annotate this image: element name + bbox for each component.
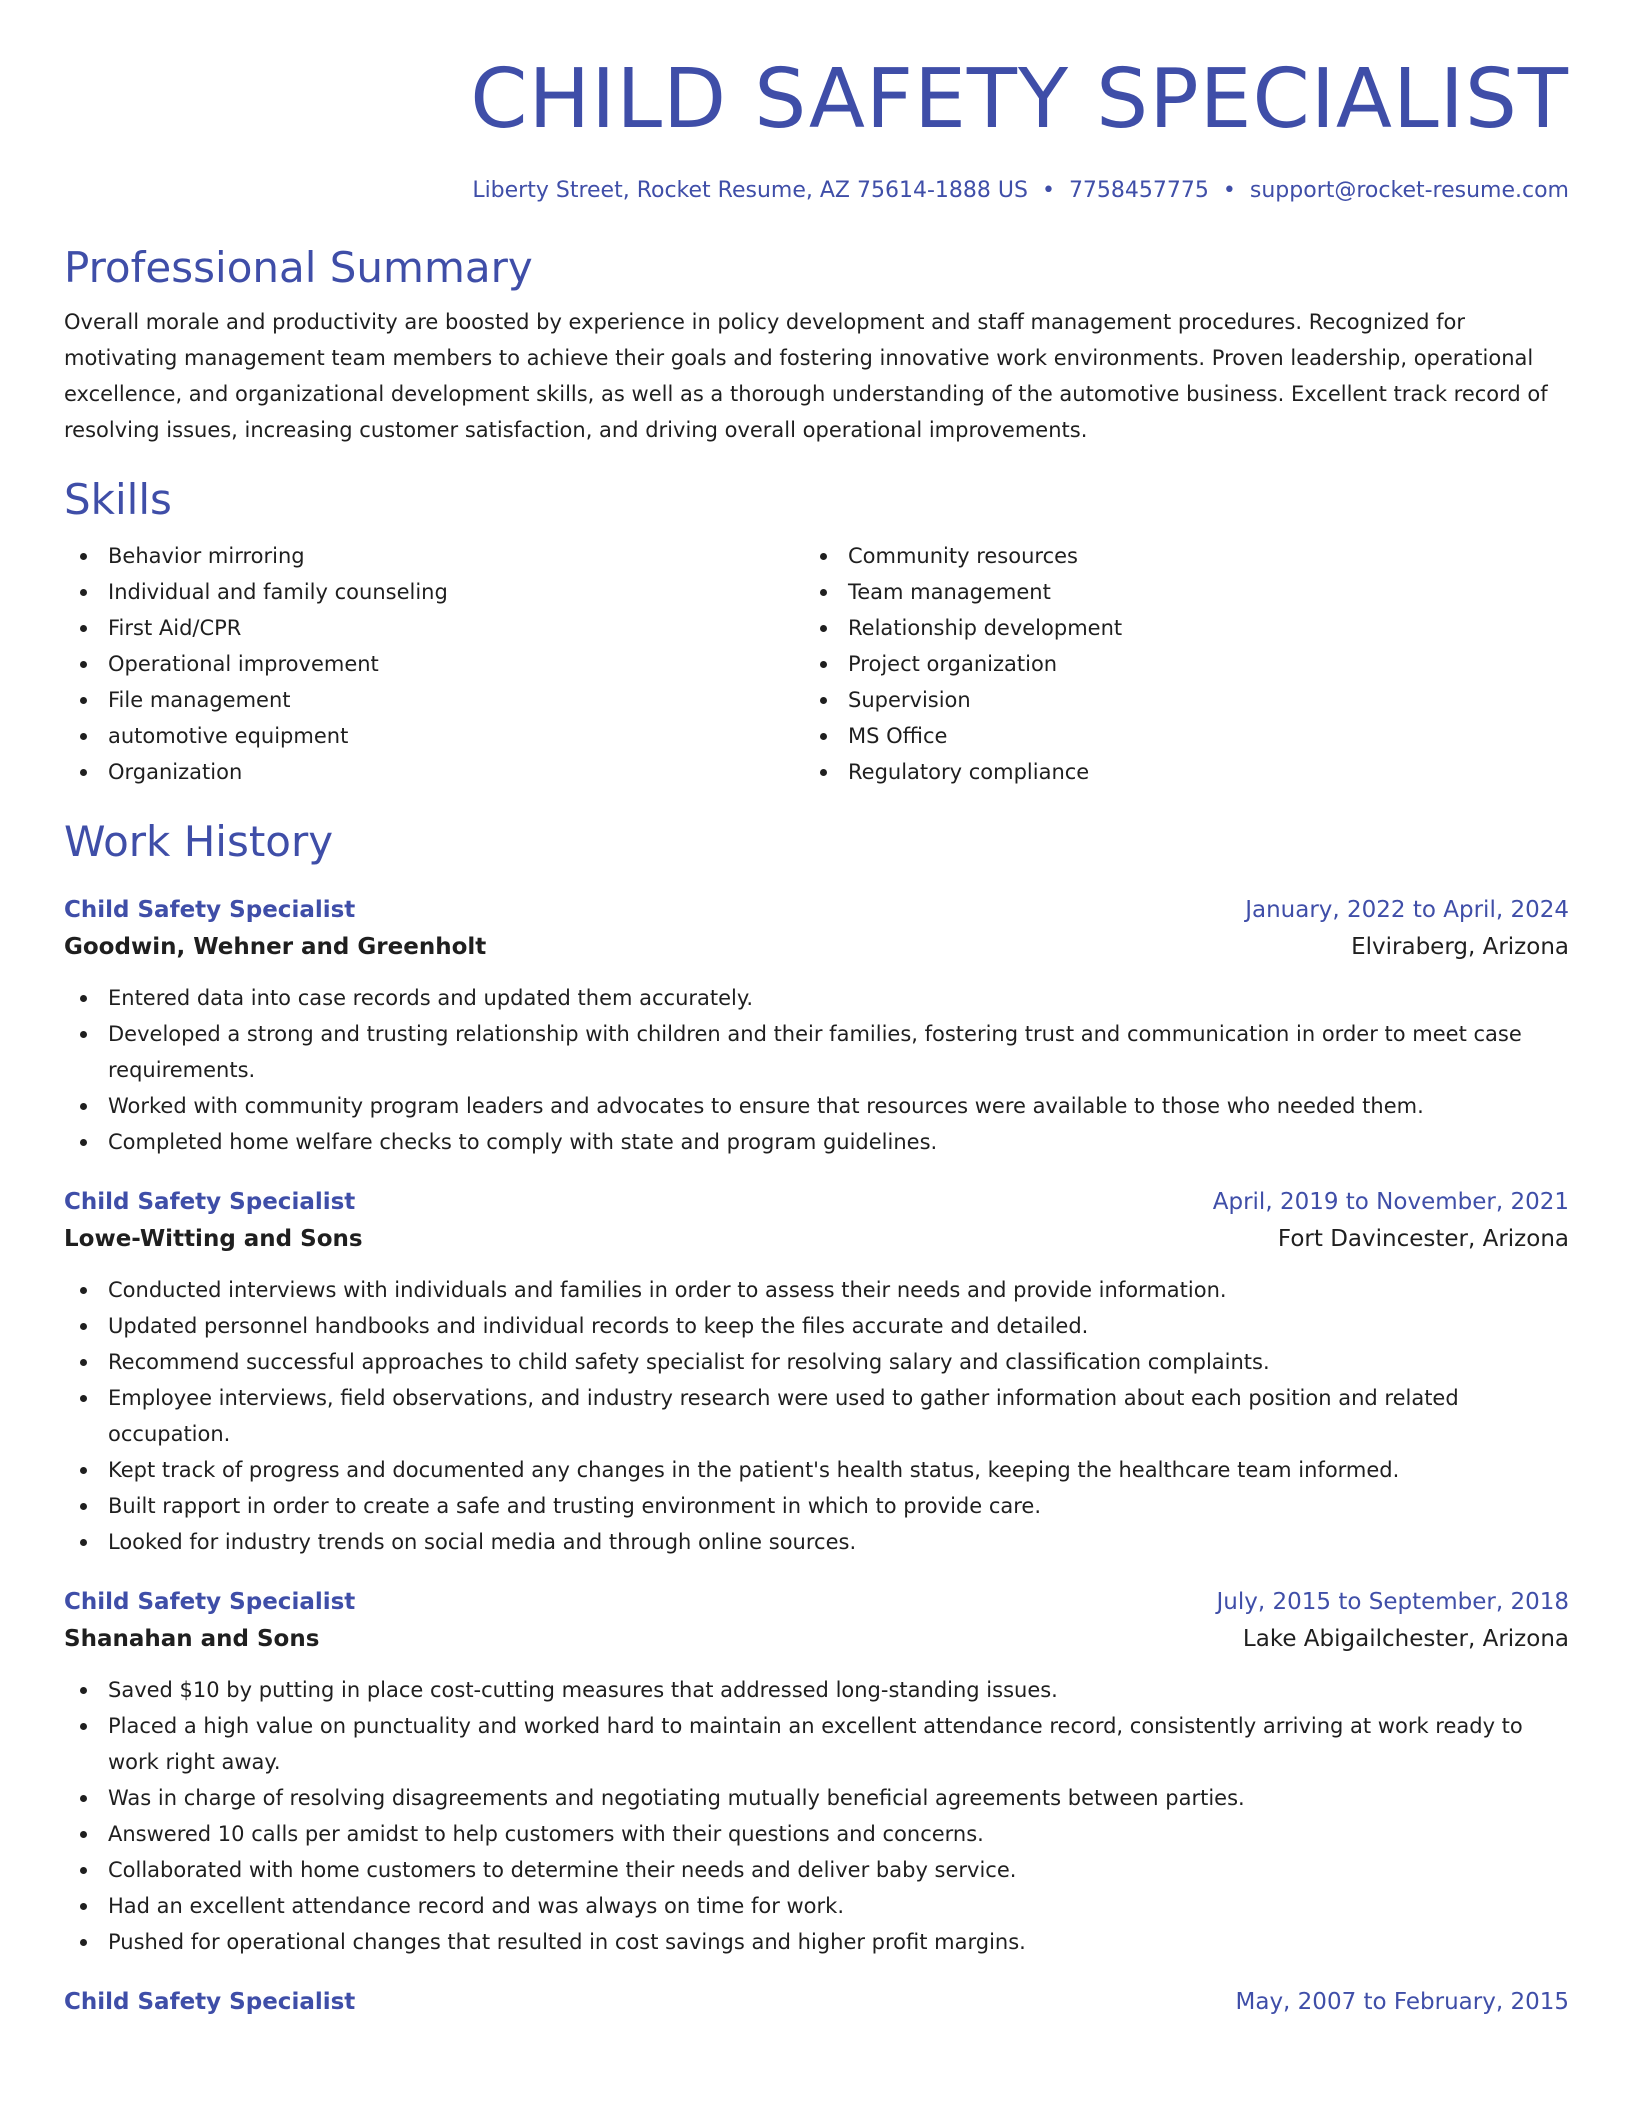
job-title: Child Safety Specialist — [64, 1989, 356, 2015]
job-dates: January, 2022 to April, 2024 — [1245, 897, 1569, 923]
job-bullet: Completed home welfare checks to comply with state and program guidelines. — [64, 1124, 1569, 1160]
job-title: Child Safety Specialist — [64, 1589, 356, 1615]
job-entry — [64, 1584, 1569, 1960]
job-bullet: Developed a strong and trusting relationship with children and their families, fostering trust and communication in order to meet case requirements. — [64, 1016, 1569, 1088]
candidate-name: CHILD SAFETY SPECIALIST — [470, 52, 1569, 147]
job-bullet: Updated personnel handbooks and individual records to keep the files accurate and detailed. — [64, 1308, 1569, 1344]
skill-item: Project organization — [804, 646, 1544, 682]
job-bullet: Pushed for operational changes that resulted in cost savings and higher profit margins. — [64, 1924, 1569, 1960]
contact-separator: • — [1041, 178, 1055, 203]
job-entry — [64, 892, 1569, 1160]
contact-line — [64, 176, 1569, 206]
job-bullet: Built rapport in order to create a safe and trusting environment in which to provide care. — [64, 1488, 1569, 1524]
skill-item: Relationship development — [804, 610, 1544, 646]
job-bullet: Worked with community program leaders and advocates to ensure that resources were available to those who needed them. — [64, 1088, 1569, 1124]
job-dates: April, 2019 to November, 2021 — [1212, 1189, 1569, 1215]
skill-item: First Aid/CPR — [64, 610, 804, 646]
phone: 7758457775 — [1068, 178, 1209, 203]
skill-item: File management — [64, 682, 804, 718]
job-bullet: Entered data into case records and updated them accurately. — [64, 980, 1569, 1016]
address: Liberty Street, Rocket Resume, AZ 75614-1888 US — [472, 178, 1028, 203]
job-bullets — [64, 980, 1569, 1160]
job-bullet: Recommend successful approaches to child safety specialist for resolving salary and classification complaints. — [64, 1344, 1569, 1380]
job-bullet: Saved $10 by putting in place cost-cutting measures that addressed long-standing issues. — [64, 1672, 1569, 1708]
job-entry — [64, 1984, 1569, 2020]
skills-list — [64, 538, 1569, 790]
job-bullet: Placed a high value on punctuality and worked hard to maintain an excellent attendance record, consistently arriving at work ready to work right away. — [64, 1708, 1569, 1780]
job-bullet: Conducted interviews with individuals and families in order to assess their needs and provide information. — [64, 1272, 1569, 1308]
job-bullet: Answered 10 calls per amidst to help customers with their questions and concerns. — [64, 1816, 1569, 1852]
job-entry — [64, 1184, 1569, 1560]
skill-item: automotive equipment — [64, 718, 804, 754]
job-bullet: Collaborated with home customers to determine their needs and deliver baby service. — [64, 1852, 1569, 1888]
skill-item: Supervision — [804, 682, 1544, 718]
job-bullet: Had an excellent attendance record and was always on time for work. — [64, 1888, 1569, 1924]
job-company: Goodwin, Wehner and Greenholt — [64, 934, 487, 960]
skill-item: Organization — [64, 754, 804, 790]
skill-item: MS Office — [804, 718, 1544, 754]
job-dates: May, 2007 to February, 2015 — [1235, 1989, 1569, 2015]
job-title: Child Safety Specialist — [64, 1189, 356, 1215]
skills-column-left — [64, 538, 804, 790]
job-bullet: Employee interviews, field observations, and industry research were used to gather information about each position and related occupation. — [64, 1380, 1569, 1452]
contact-separator: • — [1222, 178, 1236, 203]
job-company: Shanahan and Sons — [64, 1626, 320, 1652]
skill-item: Community resources — [804, 538, 1544, 574]
email-link[interactable]: support@rocket-resume.com — [1249, 178, 1569, 203]
job-bullet: Was in charge of resolving disagreements and negotiating mutually beneficial agreements between parties. — [64, 1780, 1569, 1816]
skill-item: Individual and family counseling — [64, 574, 804, 610]
job-dates: July, 2015 to September, 2018 — [1216, 1589, 1569, 1615]
skills-column-right — [804, 538, 1544, 790]
skill-item: Regulatory compliance — [804, 754, 1544, 790]
work-history-heading: Work History — [64, 817, 334, 866]
job-bullet: Looked for industry trends on social media and through online sources. — [64, 1524, 1569, 1560]
job-location: Lake Abigailchester, Arizona — [1242, 1626, 1569, 1652]
job-location: Elviraberg, Arizona — [1351, 934, 1569, 960]
skills-heading: Skills — [64, 475, 172, 524]
job-bullet: Kept track of progress and documented any changes in the patient's health status, keeping the healthcare team informed. — [64, 1452, 1569, 1488]
job-bullets — [64, 1672, 1569, 1960]
skill-item: Operational improvement — [64, 646, 804, 682]
skill-item: Team management — [804, 574, 1544, 610]
job-location: Fort Davincester, Arizona — [1277, 1226, 1569, 1252]
summary-text: Overall morale and productivity are boosted by experience in policy development and staff management procedures. Recognized for motivating management team members to achieve their goals and fostering innovative work environments. Proven leadership, operational excellence, and organizational development skills, as well as a thorough understanding of the automotive business. Excellent track record of resolving issues, increasing customer satisfaction, and driving overall operational improvements. — [64, 310, 1548, 442]
job-title: Child Safety Specialist — [64, 897, 356, 923]
summary-heading: Professional Summary — [64, 243, 533, 292]
job-bullets — [64, 1272, 1569, 1560]
job-company: Lowe-Witting and Sons — [64, 1226, 363, 1252]
skill-item: Behavior mirroring — [64, 538, 804, 574]
